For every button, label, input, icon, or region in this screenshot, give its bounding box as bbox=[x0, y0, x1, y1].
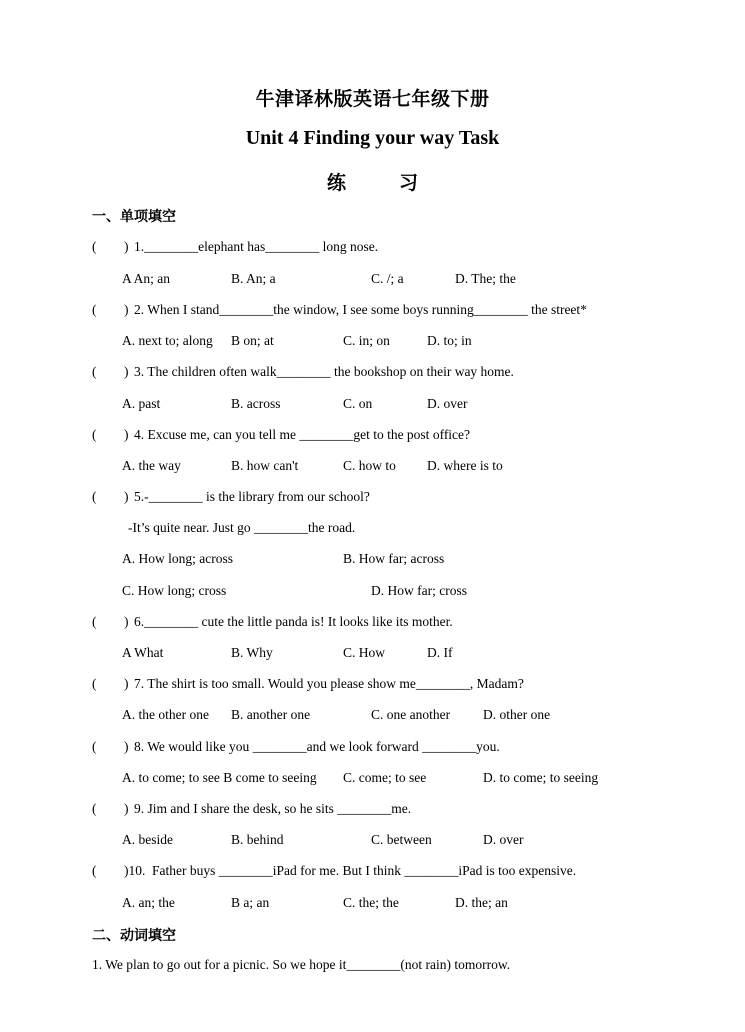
option-d: D. over bbox=[427, 396, 468, 411]
option-b: B. Why bbox=[231, 645, 273, 660]
option-a: A. next to; along bbox=[122, 333, 213, 348]
question-text: 8. We would like you ________and we look forward ________you. bbox=[134, 739, 500, 754]
option-b: B. How far; across bbox=[343, 551, 445, 566]
option-d: D. If bbox=[427, 645, 453, 660]
option-c: C. come; to see bbox=[343, 770, 427, 785]
option-c: C. one another bbox=[371, 707, 451, 722]
option-a: A An; an bbox=[122, 271, 171, 286]
verb-question-1: 1. We plan to go out for a picnic. So we hope it________(not rain) tomorrow. bbox=[92, 957, 511, 972]
option-c: C. between bbox=[371, 832, 432, 847]
option-a: A. the way bbox=[122, 458, 181, 473]
option-c: C. How bbox=[343, 645, 386, 660]
answer-paren-close: ) bbox=[124, 801, 129, 816]
option-d: D. where is to bbox=[427, 458, 503, 473]
option-a: A. beside bbox=[122, 832, 173, 847]
question-text: 9. Jim and I share the desk, so he sits ________me. bbox=[134, 801, 412, 816]
document-title-english: Unit 4 Finding your way Task bbox=[245, 127, 500, 149]
section-heading-multiple-choice: 一、单项填空 bbox=[92, 209, 176, 225]
answer-paren-open: ( bbox=[92, 364, 97, 379]
question-text: 6.________ cute the little panda is! It looks like its mother. bbox=[134, 614, 453, 629]
section-heading-verb-fill: 二、动词填空 bbox=[92, 928, 176, 944]
answer-paren-close: ) bbox=[124, 739, 129, 754]
option-b: B. across bbox=[231, 396, 281, 411]
answer-paren-open: ( bbox=[92, 427, 97, 442]
option-a: A. an; the bbox=[122, 895, 175, 910]
answer-paren-close: ) bbox=[124, 239, 129, 254]
option-b: B. another one bbox=[231, 707, 311, 722]
answer-paren-open: ( bbox=[92, 801, 97, 816]
answer-paren-close: ) bbox=[124, 676, 129, 691]
question-text: 5.-________ is the library from our school? bbox=[134, 489, 370, 504]
option-a: A. past bbox=[122, 396, 161, 411]
question-text: 2. When I stand________the window, I see some boys running________ the street* bbox=[134, 302, 587, 317]
option-c: C. How long; cross bbox=[122, 583, 227, 598]
option-c: C. the; the bbox=[343, 895, 399, 910]
exercise-heading: 练 习 bbox=[327, 172, 418, 194]
answer-paren-open: ( bbox=[92, 863, 97, 878]
document-title-chinese: 牛津译林版英语七年级下册 bbox=[255, 88, 490, 110]
option-d: D. to come; to seeing bbox=[483, 770, 599, 785]
question-text: 7. The shirt is too small. Would you please show me________, Madam? bbox=[134, 676, 524, 691]
answer-paren-open: ( bbox=[92, 239, 97, 254]
option-b: B a; an bbox=[231, 895, 270, 910]
answer-paren-open: ( bbox=[92, 489, 97, 504]
question-text: 1.________elephant has________ long nose. bbox=[134, 239, 379, 254]
option-d: D. other one bbox=[483, 707, 551, 722]
question-5-reply: -It’s quite near. Just go ________the road. bbox=[128, 520, 356, 535]
option-a: A. How long; across bbox=[122, 551, 233, 566]
answer-paren-close: ) bbox=[124, 614, 129, 629]
option-c: C. /; a bbox=[371, 271, 404, 286]
option-d: D. How far; cross bbox=[371, 583, 467, 598]
answer-paren-close: )10. bbox=[124, 863, 146, 878]
option-c: C. how to bbox=[343, 458, 396, 473]
answer-paren-open: ( bbox=[92, 614, 97, 629]
option-c: C. on bbox=[343, 396, 373, 411]
answer-paren-open: ( bbox=[92, 302, 97, 317]
question-text: 3. The children often walk________ the bookshop on their way home. bbox=[134, 364, 514, 379]
answer-paren-open: ( bbox=[92, 739, 97, 754]
option-d: D. the; an bbox=[455, 895, 508, 910]
answer-paren-close: ) bbox=[124, 489, 129, 504]
answer-paren-close: ) bbox=[124, 364, 129, 379]
answer-paren-open: ( bbox=[92, 676, 97, 691]
option-b: B. An; a bbox=[231, 271, 276, 286]
option-b: B. how can't bbox=[231, 458, 299, 473]
answer-paren-close: ) bbox=[124, 302, 129, 317]
option-b: B. behind bbox=[231, 832, 284, 847]
option-a: A. the other one bbox=[122, 707, 209, 722]
question-text: Father buys ________iPad for me. But I think ________iPad is too expensive. bbox=[152, 863, 577, 878]
option-d: D. to; in bbox=[427, 333, 472, 348]
option-c: C. in; on bbox=[343, 333, 390, 348]
option-d: D. The; the bbox=[455, 271, 516, 286]
answer-paren-close: ) bbox=[124, 427, 129, 442]
option-a: A What bbox=[122, 645, 164, 660]
option-d: D. over bbox=[483, 832, 524, 847]
option-a-b: A. to come; to see B come to seeing bbox=[122, 770, 317, 785]
question-text: 4. Excuse me, can you tell me ________get to the post office? bbox=[134, 427, 471, 442]
option-b: B on; at bbox=[231, 333, 274, 348]
